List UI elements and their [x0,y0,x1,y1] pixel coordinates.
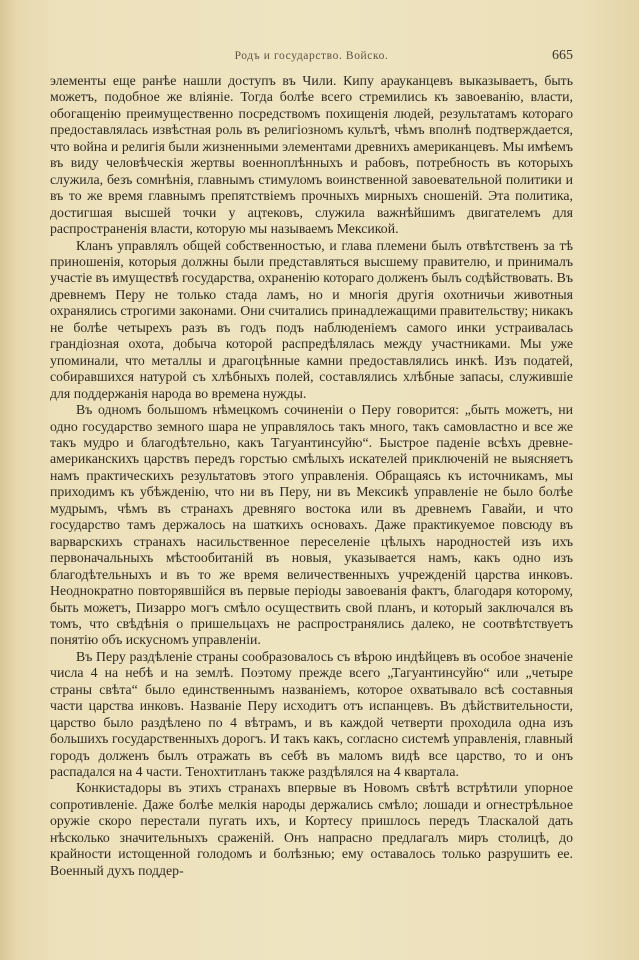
page-number: 665 [552,48,573,63]
paragraph: Конкистадоры въ этихъ странахъ впервые въ Новомъ свѣтѣ встрѣтили упорное сопротивленіе. Даже болѣе мелкія народы держались смѣло; лошади и огнестрѣльное оружіе скоро перестали пугать ихъ, и Кортесу пришлось передъ Тласкалой дать нѣсколько значительныхъ сраженій. Онъ напрасно предлагалъ миръ столицѣ, до крайности истощенной голодомъ и болѣзнью; ему оставалось только разрушить ее. Военный духъ поддер- [50,780,573,878]
paragraph: Въ одномъ большомъ нѣмецкомъ сочиненіи о Перу говорится: „быть можетъ, ни одно государство земного шара не управлялось такъ много, такъ самовластно и все же такъ мудро и благодѣтельно, какъ Тагуантинсуйю“. Быстрое паденіе всѣхъ древне-американскихъ царствъ передъ горстью смѣлыхъ искателей приключеній не выясняетъ намъ практическихъ результатовъ этого управленія. Обращаясь къ источникамъ, мы приходимъ къ убѣжденію, что ни въ Перу, ни въ Мексикѣ управленіе не было болѣе мудрымъ, чѣмъ въ странахъ древняго востока или въ древнемъ Гавайи, и что государство тамъ держалось на шаткихъ основахъ. Даже практикуемое повсюду въ варварскихъ странахъ насильственное переселеніе цѣлыхъ народностей изъ ихъ первоначальныхъ мѣстообитаній въ новыя, указывается намъ, какъ одно изъ благодѣтельныхъ и въ то же время величественныхъ учрежденій царства инковъ. Неоднократно повторявшійся въ первые періоды завоеванія фактъ, благодаря которому, быть можетъ, Пизарро могъ смѣло осуществить свой планъ, и который заключался въ томъ, что свѣдѣнія о пришельцахъ не распространялись далеко, не соотвѣтствуетъ понятію объ искусномъ управленіи. [50,402,573,648]
body-text [50,73,573,879]
paragraph: элементы еще ранѣе нашли доступъ въ Чили. Кипу арауканцевъ выказываетъ, быть можетъ, подобное же вліяніе. Тогда болѣе всего стремились къ завоеванію, власти, обогащенію преимущественно посредствомъ похищенія людей, результатамъ котораго предоставлялась извѣстная роль въ религіозномъ культѣ, чѣмъ вполнѣ подтверждается, что война и религія были жизненными элементами древнихъ американцевъ. Мы имѣемъ въ виду человѣческія жертвы военноплѣнныхъ и рабовъ, потребность въ которыхъ служила, безъ сомнѣнія, главнымъ стимуломъ воинственной завоевательной политики и въ то же время главнымъ препятствіемъ прочныхъ мирныхъ сношеній. Эта политика, достигшая высшей точки у ацтековъ, служила важнѣйшимъ двигателемъ для распространенія власти, которую мы называемъ Мексикой. [50,73,573,237]
paragraph: Кланъ управлялъ общей собственностью, и глава племени былъ отвѣтственъ за тѣ приношенія, которыя должны были представляться высшему правителю, и принималъ участіе въ имуществѣ государства, охраненію котораго долженъ былъ содѣйствовать. Въ древнемъ Перу не только стада ламъ, но и многія другія охотничьи животныя охранялись строгими законами. Они считались принадлежащими правительству; никакъ не болѣе четырехъ разъ въ годъ подъ наблюденіемъ самого инки устраивалась грандіозная охота, добыча которой распредѣлялась между участниками. Мы уже упоминали, что металлы и драгоцѣнные камни предоставлялись инкѣ. Изъ податей, собиравшихся натурой съ хлѣбныхъ полей, составлялись хлѣбные запасы, служившіе для поддержанія народа во времена нужды. [50,237,573,401]
page-header [50,48,573,68]
running-title: Родъ и государство. Войско. [234,50,389,62]
paragraph: Въ Перу раздѣленіе страны сообразовалось съ вѣрою индѣйцевъ въ особое значеніе числа 4 на небѣ и на землѣ. Поэтому прежде всего „Тагуантинсуйю“ или „четыре страны свѣта“ было единственнымъ названіемъ, которое охватывало всѣ составныя части царства инковъ. Названіе Перу исходитъ отъ испанцевъ. Въ дѣйствительности, царство было раздѣлено по 4 вѣтрамъ, и въ каждой четверти проходила одна изъ большихъ государственныхъ дорогъ. И такъ какъ, согласно системѣ управленія, главный городъ долженъ былъ отражать въ себѣ въ маломъ видѣ все царство, то и онъ распадался на 4 части. Тенохтитланъ также раздѣлялся на 4 квартала. [50,648,573,780]
